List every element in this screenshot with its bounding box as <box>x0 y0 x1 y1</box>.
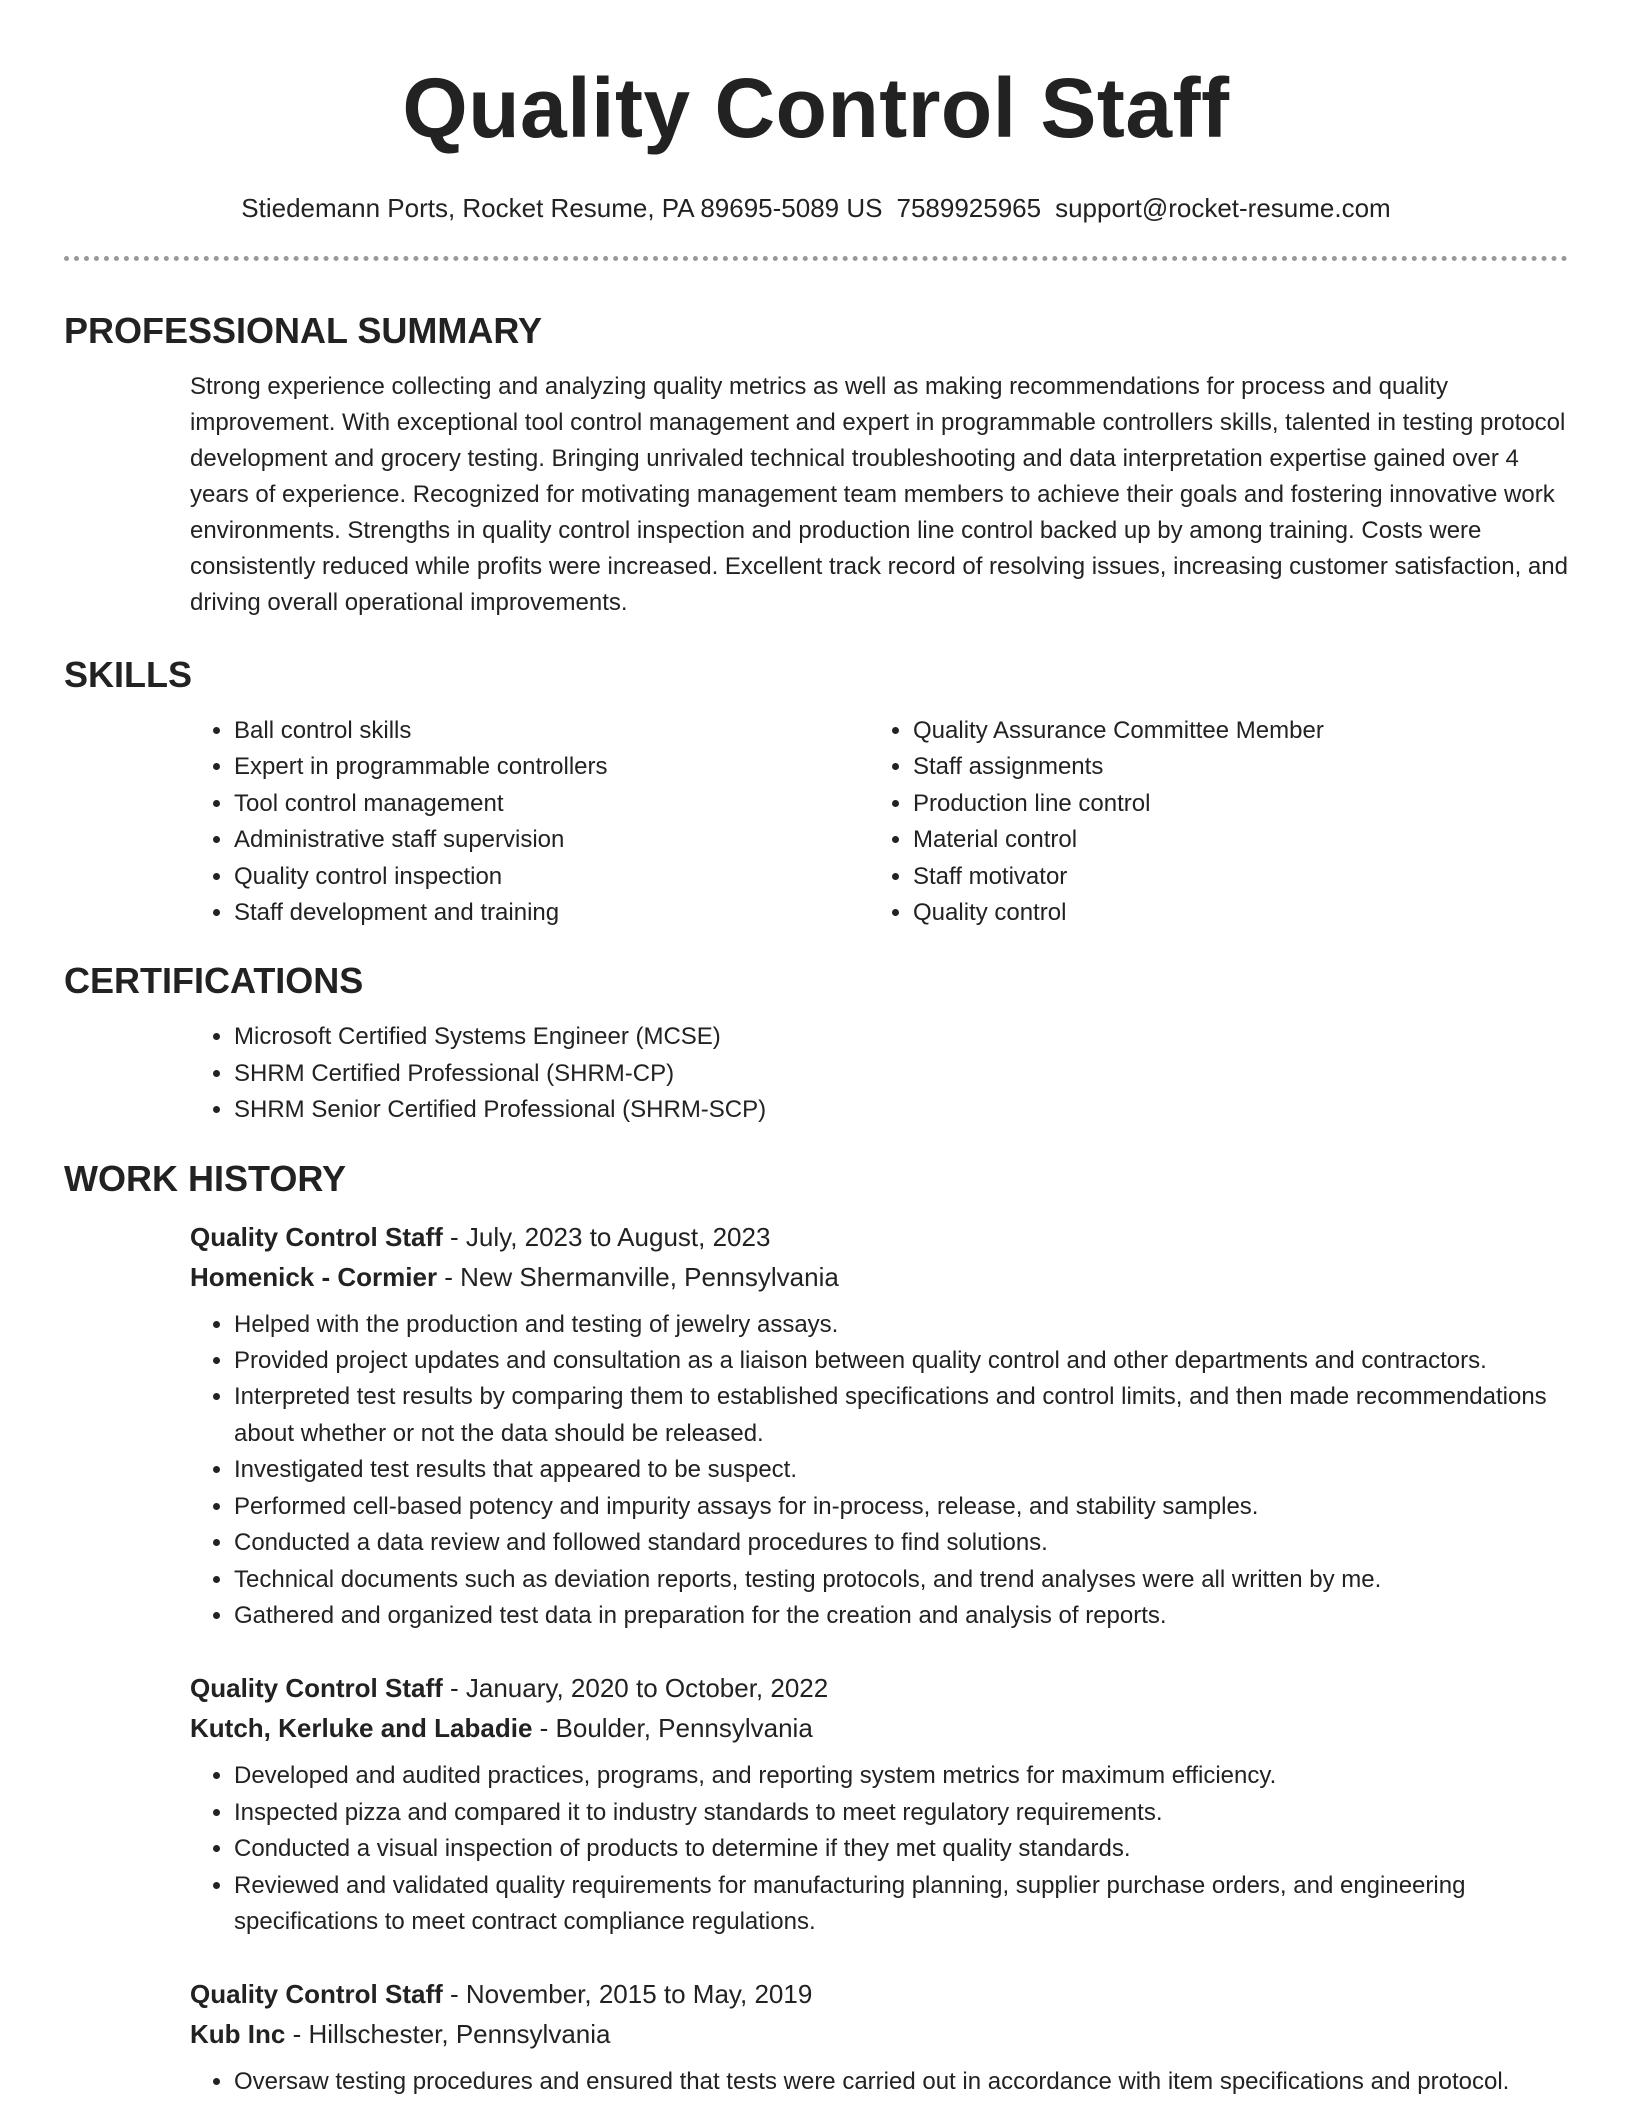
job-entry <box>190 1974 1568 2100</box>
job-bullet: • Conducted a data review and followed standard procedures to find solutions. <box>234 1525 1568 1561</box>
contact-address: Stiedemann Ports, Rocket Resume, PA 89695-5089 US <box>241 193 883 223</box>
job-title-line <box>190 1668 1568 1708</box>
skills-column-right <box>869 713 1548 931</box>
job-entry <box>190 1217 1568 1635</box>
job-role: Quality Control Staff <box>190 1673 443 1704</box>
job-bullet: • Conducted a visual inspection of products to determine if they met quality standards. <box>234 1831 1568 1867</box>
skills-column-left <box>190 713 869 931</box>
skill-item: • Expert in programmable controllers <box>234 749 869 785</box>
job-bullet: • Technical documents such as deviation reports, testing protocols, and trend analyses were all written by me. <box>234 1562 1568 1598</box>
job-company: Kub Inc <box>190 2019 286 2050</box>
skill-item: • Staff motivator <box>913 859 1548 895</box>
work-history <box>190 1217 1568 2101</box>
summary-heading: PROFESSIONAL SUMMARY <box>64 310 543 351</box>
job-dates: - November, 2015 to May, 2019 <box>442 1979 813 2010</box>
job-bullets <box>190 1307 1568 1635</box>
job-role: Quality Control Staff <box>190 1979 443 2010</box>
work-history-heading: WORK HISTORY <box>64 1157 347 1199</box>
job-bullet: • Gathered and organized test data in preparation for the creation and analysis of reports. <box>234 1598 1568 1634</box>
skill-item: • Staff assignments <box>913 749 1548 785</box>
job-role: Quality Control Staff <box>190 1221 443 1252</box>
job-company-line <box>190 2014 1568 2054</box>
certifications-list <box>190 1019 1568 1128</box>
header-divider <box>64 256 1568 261</box>
job-location: - Boulder, Pennsylvania <box>532 1713 813 1744</box>
job-bullets <box>190 1758 1568 1940</box>
job-dates: - January, 2020 to October, 2022 <box>442 1673 829 1704</box>
job-bullet: • Interpreted test results by comparing them to established specifications and control limits, and then made recommendations about whether or not the data should be released. <box>234 1379 1568 1452</box>
job-location: - Hillschester, Pennsylvania <box>285 2019 611 2050</box>
skill-item: • Tool control management <box>234 786 869 822</box>
job-title-line <box>190 1217 1568 1257</box>
skill-item: • Material control <box>913 822 1548 858</box>
certification-item: • Microsoft Certified Systems Engineer (MCSE) <box>234 1019 1568 1055</box>
skill-item: • Quality control inspection <box>234 859 869 895</box>
job-bullet: • Developed and audited practices, programs, and reporting system metrics for maximum efficiency. <box>234 1758 1568 1794</box>
job-bullet: • Reviewed and validated quality requirements for manufacturing planning, supplier purchase orders, and engineering specifications to meet contract compliance regulations. <box>234 1868 1568 1941</box>
job-bullet: • Inspected pizza and compared it to industry standards to meet regulatory requirements. <box>234 1795 1568 1831</box>
skill-item: • Production line control <box>913 786 1548 822</box>
skill-item: • Staff development and training <box>234 895 869 931</box>
job-entry <box>190 1668 1568 1940</box>
certification-item: • SHRM Certified Professional (SHRM-CP) <box>234 1056 1568 1092</box>
resume-name: Quality Control Staff <box>402 61 1230 155</box>
skills-heading: SKILLS <box>64 654 193 695</box>
certification-item: • SHRM Senior Certified Professional (SHRM-SCP) <box>234 1092 1568 1128</box>
job-company: Kutch, Kerluke and Labadie <box>190 1713 533 1744</box>
resume-page <box>64 0 1568 2101</box>
certifications-heading: CERTIFICATIONS <box>64 960 364 1002</box>
skill-item: • Ball control skills <box>234 713 869 749</box>
job-location: - New Shermanville, Pennsylvania <box>437 1261 839 1292</box>
contact-email: support@rocket-resume.com <box>1055 193 1391 223</box>
skills-list <box>190 713 1568 931</box>
skill-item: • Quality Assurance Committee Member <box>913 713 1548 749</box>
job-bullet: • Provided project updates and consultation as a liaison between quality control and other departments and contractors. <box>234 1343 1568 1379</box>
job-title-line <box>190 1974 1568 2014</box>
job-company: Homenick - Cormier <box>190 1261 438 1292</box>
contact-phone: 7589925965 <box>896 193 1042 223</box>
job-bullet: • Performed cell-based potency and impurity assays for in-process, release, and stability samples. <box>234 1489 1568 1525</box>
skill-item: • Administrative staff supervision <box>234 822 869 858</box>
skill-item: • Quality control <box>913 895 1548 931</box>
job-bullets <box>190 2064 1568 2100</box>
job-bullet: • Oversaw testing procedures and ensured that tests were carried out in accordance with item specifications and protocol. <box>234 2064 1568 2100</box>
job-dates: - July, 2023 to August, 2023 <box>442 1221 771 1252</box>
job-bullet: • Investigated test results that appeared to be suspect. <box>234 1452 1568 1488</box>
summary-text: Strong experience collecting and analyzing quality metrics as well as making recommendations for process and quality improvement. With exceptional tool control management and expert in programmable controllers skills, talented in testing protocol development and grocery testing. Bringing unrivaled technical troubleshooting and data interpretation expertise gained over 4 years of experience. Recognized for motivating management team members to achieve their goals and fostering innovative work environments. Strengths in quality control inspection and production line control backed up by among training. Costs were consistently reduced while profits were increased. Excellent track record of resolving issues, increasing customer satisfaction, and driving overall operational improvements. <box>190 373 1568 616</box>
contact-info <box>64 192 1568 224</box>
job-company-line <box>190 1257 1568 1297</box>
job-bullet: • Helped with the production and testing of jewelry assays. <box>234 1307 1568 1343</box>
job-company-line <box>190 1708 1568 1748</box>
